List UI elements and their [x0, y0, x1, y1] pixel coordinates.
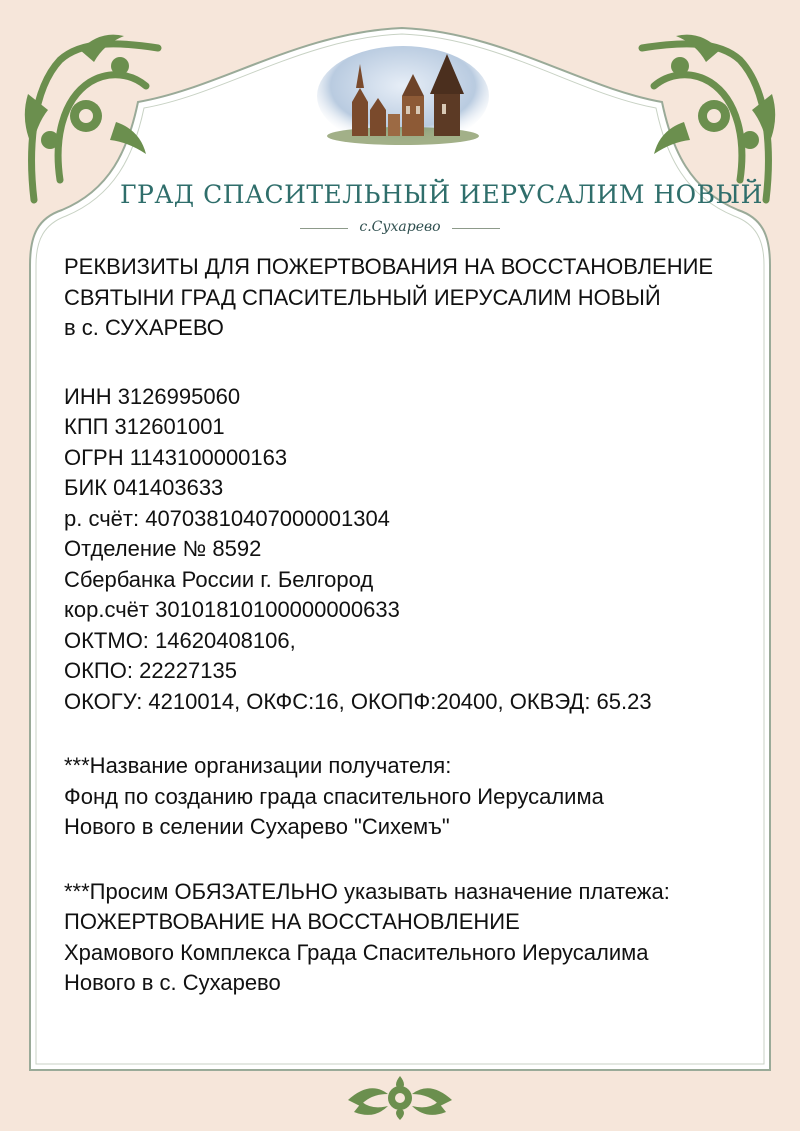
purpose-line-3: Нового в с. Сухарево	[64, 970, 281, 995]
heading-line-2: СВЯТЫНИ ГРАД СПАСИТЕЛЬНЫЙ ИЕРУСАЛИМ НОВЫЙ	[64, 284, 661, 310]
church-complex-photo	[316, 44, 490, 148]
detail-okpo: ОКПО: 22227135	[64, 658, 237, 683]
detail-branch: Отделение № 8592	[64, 536, 262, 561]
recipient-line-1: Фонд по созданию града спасительного Иерусалима	[64, 783, 604, 809]
purpose-label: ***Просим ОБЯЗАТЕЛЬНО указывать назначение платежа:	[64, 878, 670, 904]
detail-kpp: КПП 312601001	[64, 414, 225, 439]
detail-okogu: ОКОГУ: 4210014, ОКФС:16, ОКОПФ:20400, ОКВЭД: 65.23	[64, 688, 652, 714]
purpose-line-2: Храмового Комплекса Града Спасительного Иерусалима	[64, 939, 649, 965]
detail-bik: БИК 041403633	[64, 475, 224, 500]
bottom-ornament-icon	[340, 1072, 460, 1130]
recipient-label: ***Название организации получателя:	[64, 753, 452, 778]
detail-inn: ИНН 3126995060	[64, 383, 241, 409]
detail-account: р. счёт: 40703810407000001304	[64, 505, 390, 531]
recipient-line-2: Нового в селении Сухарево "Сихемъ"	[64, 814, 450, 839]
heading-line-1: РЕКВИЗИТЫ ДЛЯ ПОЖЕРТВОВАНИЯ НА ВОССТАНОВЛЕНИЕ	[64, 254, 714, 279]
detail-oktmo: ОКТМО: 14620408106,	[64, 627, 296, 653]
detail-corr-account: кор.счёт 30101810100000000633	[64, 597, 400, 622]
logo-title: ГРАД СПАСИТЕЛЬНЫЙ ИЕРУСАЛИМ НОВЫЙ	[120, 180, 763, 209]
logo-subtitle: с.Сухарево	[359, 219, 441, 235]
heading-line-3: в с. СУХАРЕВО	[64, 315, 224, 340]
purpose-line-1: ПОЖЕРТВОВАНИЕ НА ВОССТАНОВЛЕНИЕ	[64, 909, 520, 934]
detail-ogrn: ОГРН 1143100000163	[64, 444, 288, 470]
detail-bank: Сбербанка России г. Белгород	[64, 566, 374, 592]
donation-details	[64, 252, 754, 999]
